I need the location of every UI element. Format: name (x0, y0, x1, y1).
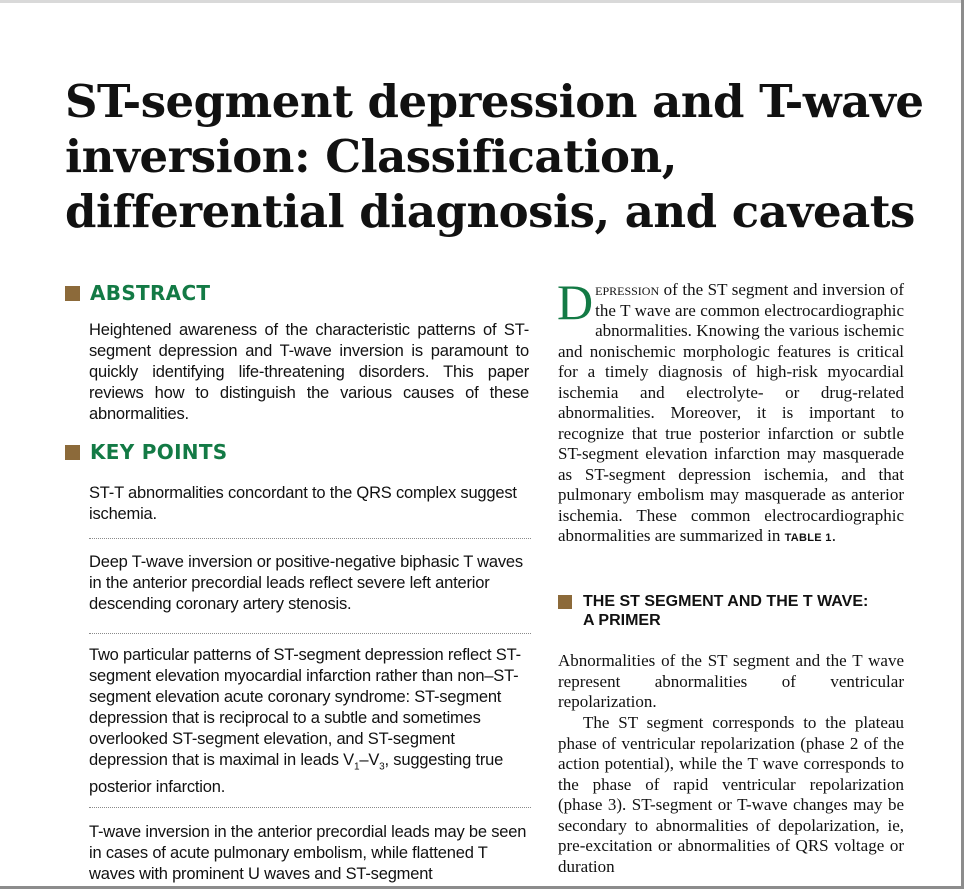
intro-lead-small-caps: epression (595, 280, 660, 299)
top-rule (0, 0, 961, 3)
section-square-icon (65, 445, 80, 460)
drop-cap: D (557, 274, 594, 330)
section-square-icon (558, 595, 572, 609)
divider (89, 538, 531, 539)
primer-paragraph-1: Abnormalities of the ST segment and the T wave represent abnormalities of ventricular repolarization. (558, 651, 904, 711)
intro-text: of the ST segment and inversion of the T wave are common electrocardiographic abnormalities. Knowing the various ischemic and nonischemic morphologic features is critical for a timely diagnosis of high-risk myocardial ischemia and electrolyte- or drug-related abnormalities. Moreover, it is important to recognize that true posterior infarction or subtle ST-segment elevation infarction may masquerade as ST-segment depression ischemia, and that pulmonary embolism may masquerade as anterior ischemia. These common electrocardiographic abnormalities are summarized in (558, 280, 904, 545)
primer-heading (558, 592, 868, 630)
article-title: ST-segment depression and T-wave inversion: Classification, differential diagnosis, and caveats (65, 75, 924, 238)
divider (89, 633, 531, 634)
intro-end: . (831, 526, 836, 545)
divider (89, 807, 531, 808)
section-square-icon (65, 286, 80, 301)
key-point-item: Two particular patterns of ST-segment depression reflect ST-segment elevation myocardial infarction rather than non–ST-segment elevation acute coronary syndrome: ST-segment depression that is reciprocal to a subtle and sometimes overlooked ST-segment elevation, and ST-segment depression that is maximal in leads $V_1-V_3$, suggesting true posterior infarction. (89, 646, 521, 797)
intro-paragraph (557, 274, 904, 549)
key-points-heading-label: KEY POINTS (90, 440, 228, 464)
abstract-text: Heightened awareness of the characteristic patterns of ST-segment depression and T-wave inversion is paramount to quickly identifying life-threatening disorders. This paper reviews how to distinguish the various causes of these abnormalities. (89, 321, 529, 423)
key-point-item: ST-T abnormalities concordant to the QRS complex suggest ischemia. (89, 484, 517, 523)
primer-paragraph-2: The ST segment corresponds to the plateau phase of ventricular repolarization (phase 2 of the action potential), while the T wave corresponds to the phase of rapid ventricular repolarization (phase 3). ST-segment or T-wave changes may be secondary to abnormalities of depolarization, ie, pre-excitation or abnormalities of QRS voltage or duration (558, 713, 904, 876)
abstract-heading (65, 281, 210, 305)
table-reference: TABLE 1 (784, 532, 832, 544)
key-points-heading (65, 440, 228, 464)
key-point-item: T-wave inversion in the anterior precordial leads may be seen in cases of acute pulmonary embolism, while flattened T waves with prominent U waves and ST-segment (89, 823, 527, 883)
key-point-item: Deep T-wave inversion or positive-negative biphasic T waves in the anterior precordial leads reflect severe left anterior descending coronary artery stenosis. (89, 553, 523, 613)
abstract-heading-label: ABSTRACT (90, 281, 211, 305)
primer-heading-line1: THE ST SEGMENT AND THE T WAVE: (583, 593, 869, 610)
primer-heading-line2: A PRIMER (583, 612, 661, 629)
